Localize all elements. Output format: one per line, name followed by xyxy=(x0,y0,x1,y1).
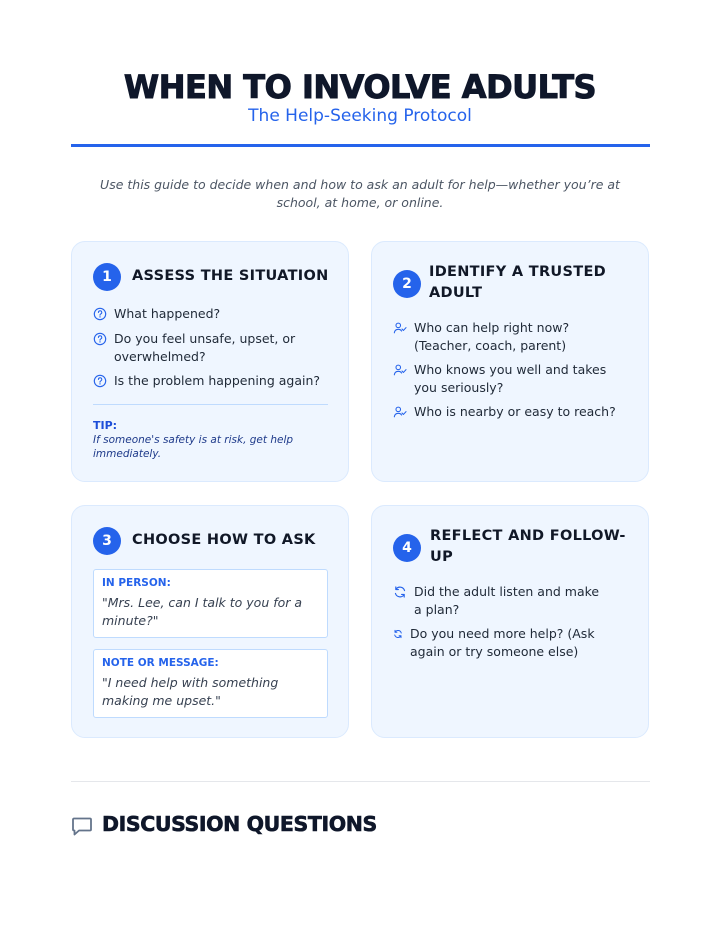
step-number-badge: 2 xyxy=(393,270,421,298)
section-divider xyxy=(71,781,650,782)
list-item-text: Did the adult listen and make a plan? xyxy=(414,584,600,617)
step-number-badge: 4 xyxy=(393,534,421,562)
tip-text: If someone's safety is at risk, get help immediately. xyxy=(93,434,294,460)
card-choose-how xyxy=(71,505,349,738)
speech-bubble-icon xyxy=(71,815,93,837)
list-item xyxy=(393,361,623,396)
card-reflect-follow-up xyxy=(371,505,649,738)
step-number-badge: 1 xyxy=(93,263,121,291)
option-label: NOTE OR MESSAGE: xyxy=(102,657,219,669)
user-check-icon xyxy=(393,321,407,335)
question-circle-icon xyxy=(93,332,107,346)
card-identify-adult xyxy=(371,241,649,482)
list-item xyxy=(93,305,323,323)
question-circle-icon xyxy=(93,307,107,321)
card-title: IDENTIFY A TRUSTED ADULT xyxy=(429,264,606,301)
step-number-badge: 3 xyxy=(93,527,121,555)
list-item xyxy=(393,319,628,354)
card-title: CHOOSE HOW TO ASK xyxy=(132,532,316,548)
option-quote: "Mrs. Lee, can I talk to you for a minute?" xyxy=(102,595,303,628)
list-item-text: Who is nearby or easy to reach? xyxy=(414,404,616,419)
card-title: ASSESS THE SITUATION xyxy=(132,268,329,284)
page-subtitle: The Help-Seeking Protocol xyxy=(248,106,472,126)
ask-option-in-person xyxy=(93,569,328,638)
option-quote: "I need help with something making me upset." xyxy=(102,675,279,708)
list-item xyxy=(93,330,313,365)
intro-text: Use this guide to decide when and how to ask an adult for help—whether you’re at school, at home, or online. xyxy=(100,177,620,210)
list-item-text: What happened? xyxy=(114,306,221,321)
list-item xyxy=(393,583,608,618)
user-check-icon xyxy=(393,405,407,419)
list-item xyxy=(393,403,633,421)
option-label: IN PERSON: xyxy=(102,577,171,589)
user-check-icon xyxy=(393,363,407,377)
ask-option-note xyxy=(93,649,328,718)
card-assess-situation xyxy=(71,241,349,482)
list-item xyxy=(393,625,633,660)
title-divider xyxy=(71,144,650,147)
tip-divider xyxy=(93,404,328,405)
list-item-text: Do you feel unsafe, upset, or overwhelmed? xyxy=(114,331,296,364)
refresh-icon xyxy=(393,585,407,599)
list-item-text: Who can help right now? (Teacher, coach, parent) xyxy=(414,320,570,353)
list-item-text: Who knows you well and takes you seriously? xyxy=(414,362,607,395)
tip-label: TIP: xyxy=(93,419,118,432)
list-item-text: Is the problem happening again? xyxy=(114,373,321,388)
question-circle-icon xyxy=(93,374,107,388)
discussion-questions-heading: DISCUSSION QUESTIONS xyxy=(102,812,377,836)
refresh-icon xyxy=(393,629,403,639)
page-title: WHEN TO INVOLVE ADULTS xyxy=(123,68,597,106)
card-title: REFLECT AND FOLLOW-UP xyxy=(430,528,626,565)
list-item xyxy=(93,372,328,390)
list-item-text: Do you need more help? (Ask again or try someone else) xyxy=(410,626,595,659)
